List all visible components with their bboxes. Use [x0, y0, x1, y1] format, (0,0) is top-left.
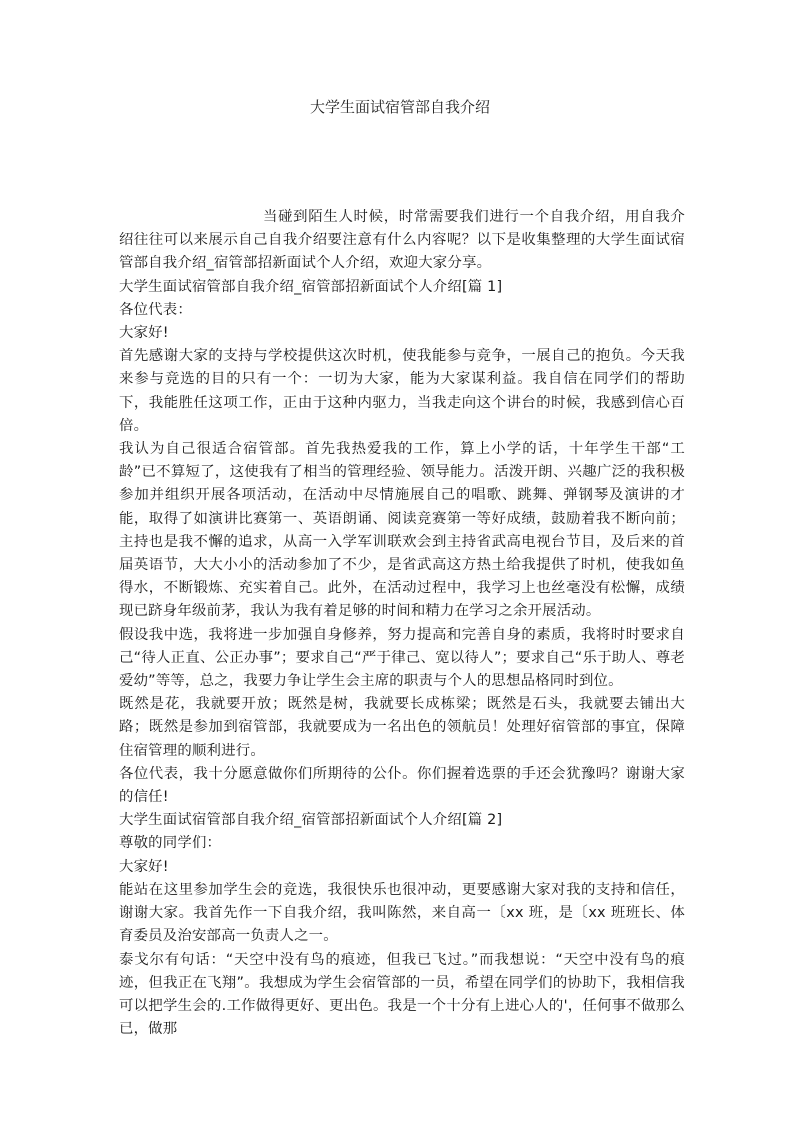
section-1-paragraph: 我认为自己很适合宿管部。首先我热爱我的工作，算上小学的话，十年学生干部“工龄”已不算短了，这使我有了相当的管理经验、领导能力。活泼开朗、兴趣广泛的我积极参加并组织开展各项活动，在活动中尽情施展自己的唱歌、跳舞、弹钢琴及演讲的才能，取得了如演讲比赛第一、英语朗诵、阅读竞赛第一等好成绩，鼓励着我不断向前；主持也是我不懈的追求，从高一入学军训联欢会到主持省武高电视台节目，及后来的首届英语节，大大小小的活动参加了不少，是省武高这方热土给我提供了时机，使我如鱼得水，不断锻炼、充实着自己。此外，在活动过程中，我学习上也丝毫没有松懈，成绩现已跻身年级前茅，我认为我有着足够的时间和精力在学习之余开展活动。 — [119, 441, 685, 620]
section-1-paragraph: 大家好! — [119, 325, 169, 342]
section-1-paragraph: 各位代表： — [119, 301, 192, 318]
section-2-paragraph: 能站在这里参加学生会的竞选，我很快乐也很冲动，更要感谢大家对我的支持和信任，谢谢大家。我首先作一下自我介绍，我叫陈然，来自高一〔xx 班，是〔xx 班班长、体育委员及治安部高一负责人之一。 — [119, 881, 685, 945]
section-1-paragraph: 既然是花，我就要开放；既然是树，我就要长成栋梁；既然是石头，我就要去铺出大路；既然是参加到宿管部，我就要成为一名出色的领航员！处理好宿管部的事宜，保障住宿管理的顺利进行。 — [119, 696, 685, 759]
section-1-heading: 大学生面试宿管部自我介绍_宿管部招新面试个人介绍[篇 1] — [119, 278, 503, 295]
section-2-paragraph: 大家好! — [119, 858, 169, 875]
section-2-paragraph: 泰戈尔有句话：“天空中没有鸟的痕迹，但我已飞过。”而我想说：“天空中没有鸟的痕迹，但我正在飞翔”。我想成为学生会宿管部的一员，希望在同学们的协助下，我相信我可以把学生会的.工作做得更好、更出色。我是一个十分有上进心人的'，任何事不做那么已，做那 — [119, 951, 685, 1038]
document-title: 大学生面试宿管部自我介绍 — [309, 98, 490, 116]
section-1-paragraph: 假设我中选，我将进一步加强自身修养，努力提高和完善自身的素质，我将时时要求自己“待人正直、公正办事”；要求自己“严于律己、宽以待人”；要求自己“乐于助人、尊老爱幼”等等，总之，我要力争让学生会主席的职责与个人的思想品格同时到位。 — [119, 626, 685, 690]
section-2-paragraph: 尊敬的同学们： — [119, 835, 222, 852]
document-body — [119, 206, 685, 1041]
section-1-paragraph: 各位代表，我十分愿意做你们所期待的公仆。你们握着选票的手还会犹豫吗？谢谢大家的信任! — [119, 765, 685, 806]
section-2-heading: 大学生面试宿管部自我介绍_宿管部招新面试个人介绍[篇 2] — [119, 812, 503, 829]
intro-paragraph: 当碰到陌生人时候，时常需要我们进行一个自我介绍，用自我介绍往往可以来展示自己自我介绍要注意有什么内容呢？以下是收集整理的大学生面试宿管部自我介绍_宿管部招新面试个人介绍，欢迎大家分享。 — [119, 209, 685, 272]
section-1-paragraph: 首先感谢大家的支持与学校提供这次时机，使我能参与竞争，一展自己的抱负。今天我来参与竞选的目的只有一个：一切为大家，能为大家谋利益。我自信在同学们的帮助下，我能胜任这项工作，正由于这种内驱力，当我走向这个讲台的时候，我感到信心百倍。 — [119, 348, 685, 434]
